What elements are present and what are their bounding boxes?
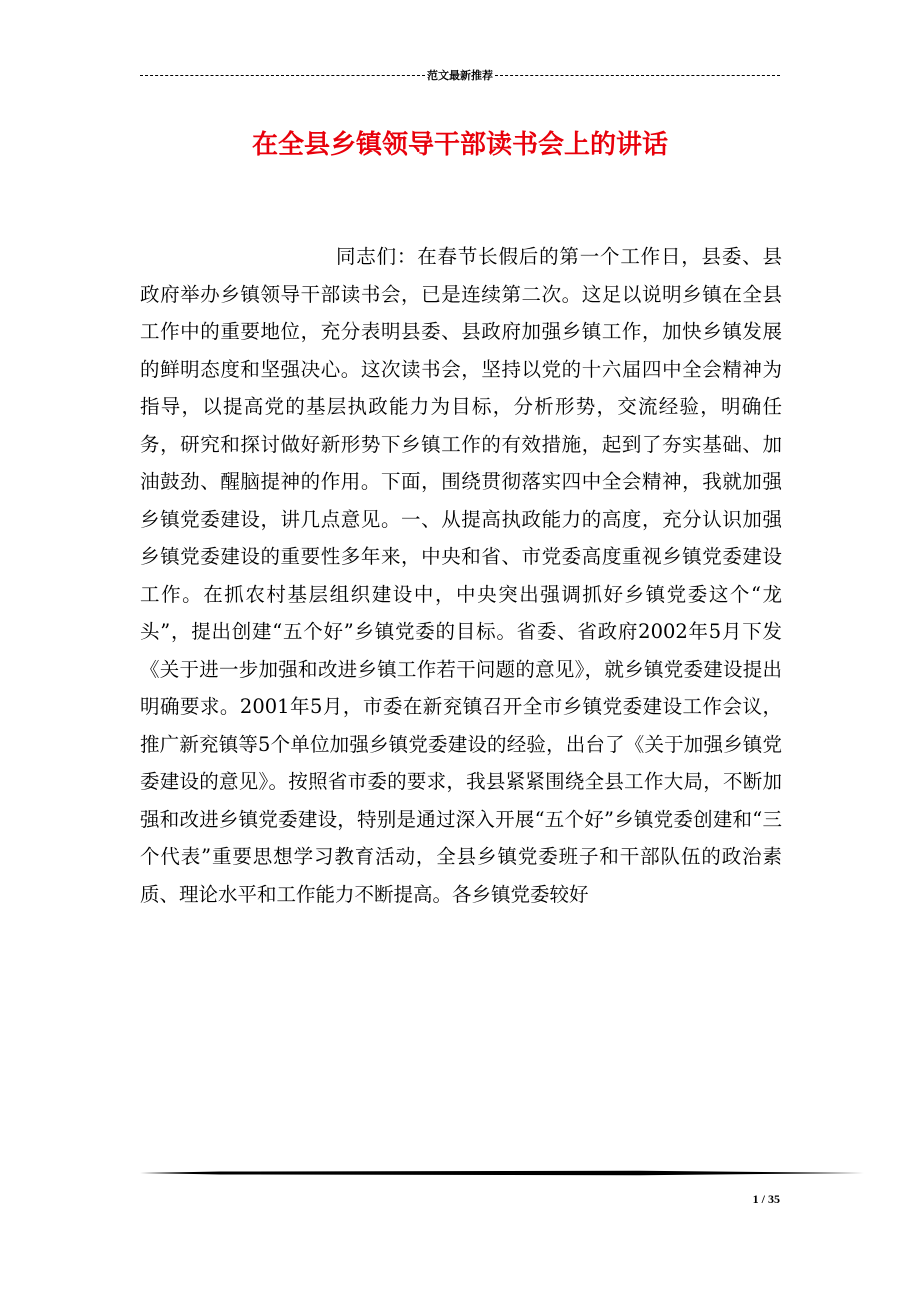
header-label: 范文最新推荐 — [427, 69, 493, 82]
document-body: 同志们：在春节长假后的第一个工作日，县委、县政府举办乡镇领导干部读书会，已是连续第二次。这足以说明乡镇在全县工作中的重要地位，充分表明县委、县政府加强乡镇工作，加快乡镇发展的鲜明态度和坚强决心。这次读书会，坚持以党的十六届四中全会精神为指导，以提高党的基层执政能力为目标，分析形势，交流经验，明确任务，研究和探讨做好新形势下乡镇工作的有效措施，起到了夯实基础、加油鼓劲、醒脑提神的作用。下面，围绕贯彻落实四中全会精神，我就加强乡镇党委建设，讲几点意见。一、从提高执政能力的高度，充分认识加强乡镇党委建设的重要性多年来，中央和省、市党委高度重视乡镇党委建设工作。在抓农村基层组织建设中，中央突出强调抓好乡镇党委这个“龙头”，提出创建“五个好”乡镇党委的目标。省委、省政府2002年5月下发《关于进一步加强和改进乡镇工作若干问题的意见》，就乡镇党委建设提出明确要求。2001年5月，市委在新兖镇召开全市乡镇党委建设工作会议，推广新兖镇等5个单位加强乡镇党委建设的经验，出台了《关于加强乡镇党委建设的意见》。按照省市委的要求，我县紧紧围绕全县工作大局，不断加强和改进乡镇党委建设，特别是通过深入开展“五个好”乡镇党委创建和“三个代表”重要思想学习教育活动，全县乡镇党委班子和干部队伍的政治素质、理论水平和工作能力不断提高。各乡镇党委较好 — [140, 245, 782, 906]
header-dash-left — [140, 75, 425, 76]
header-dash-right — [495, 75, 780, 76]
document-title: 在全县乡镇领导干部读书会上的讲话 — [251, 130, 668, 160]
page-number: 1 / 35 — [752, 1192, 780, 1206]
page-header — [140, 66, 780, 84]
footer-divider — [140, 1170, 864, 1176]
